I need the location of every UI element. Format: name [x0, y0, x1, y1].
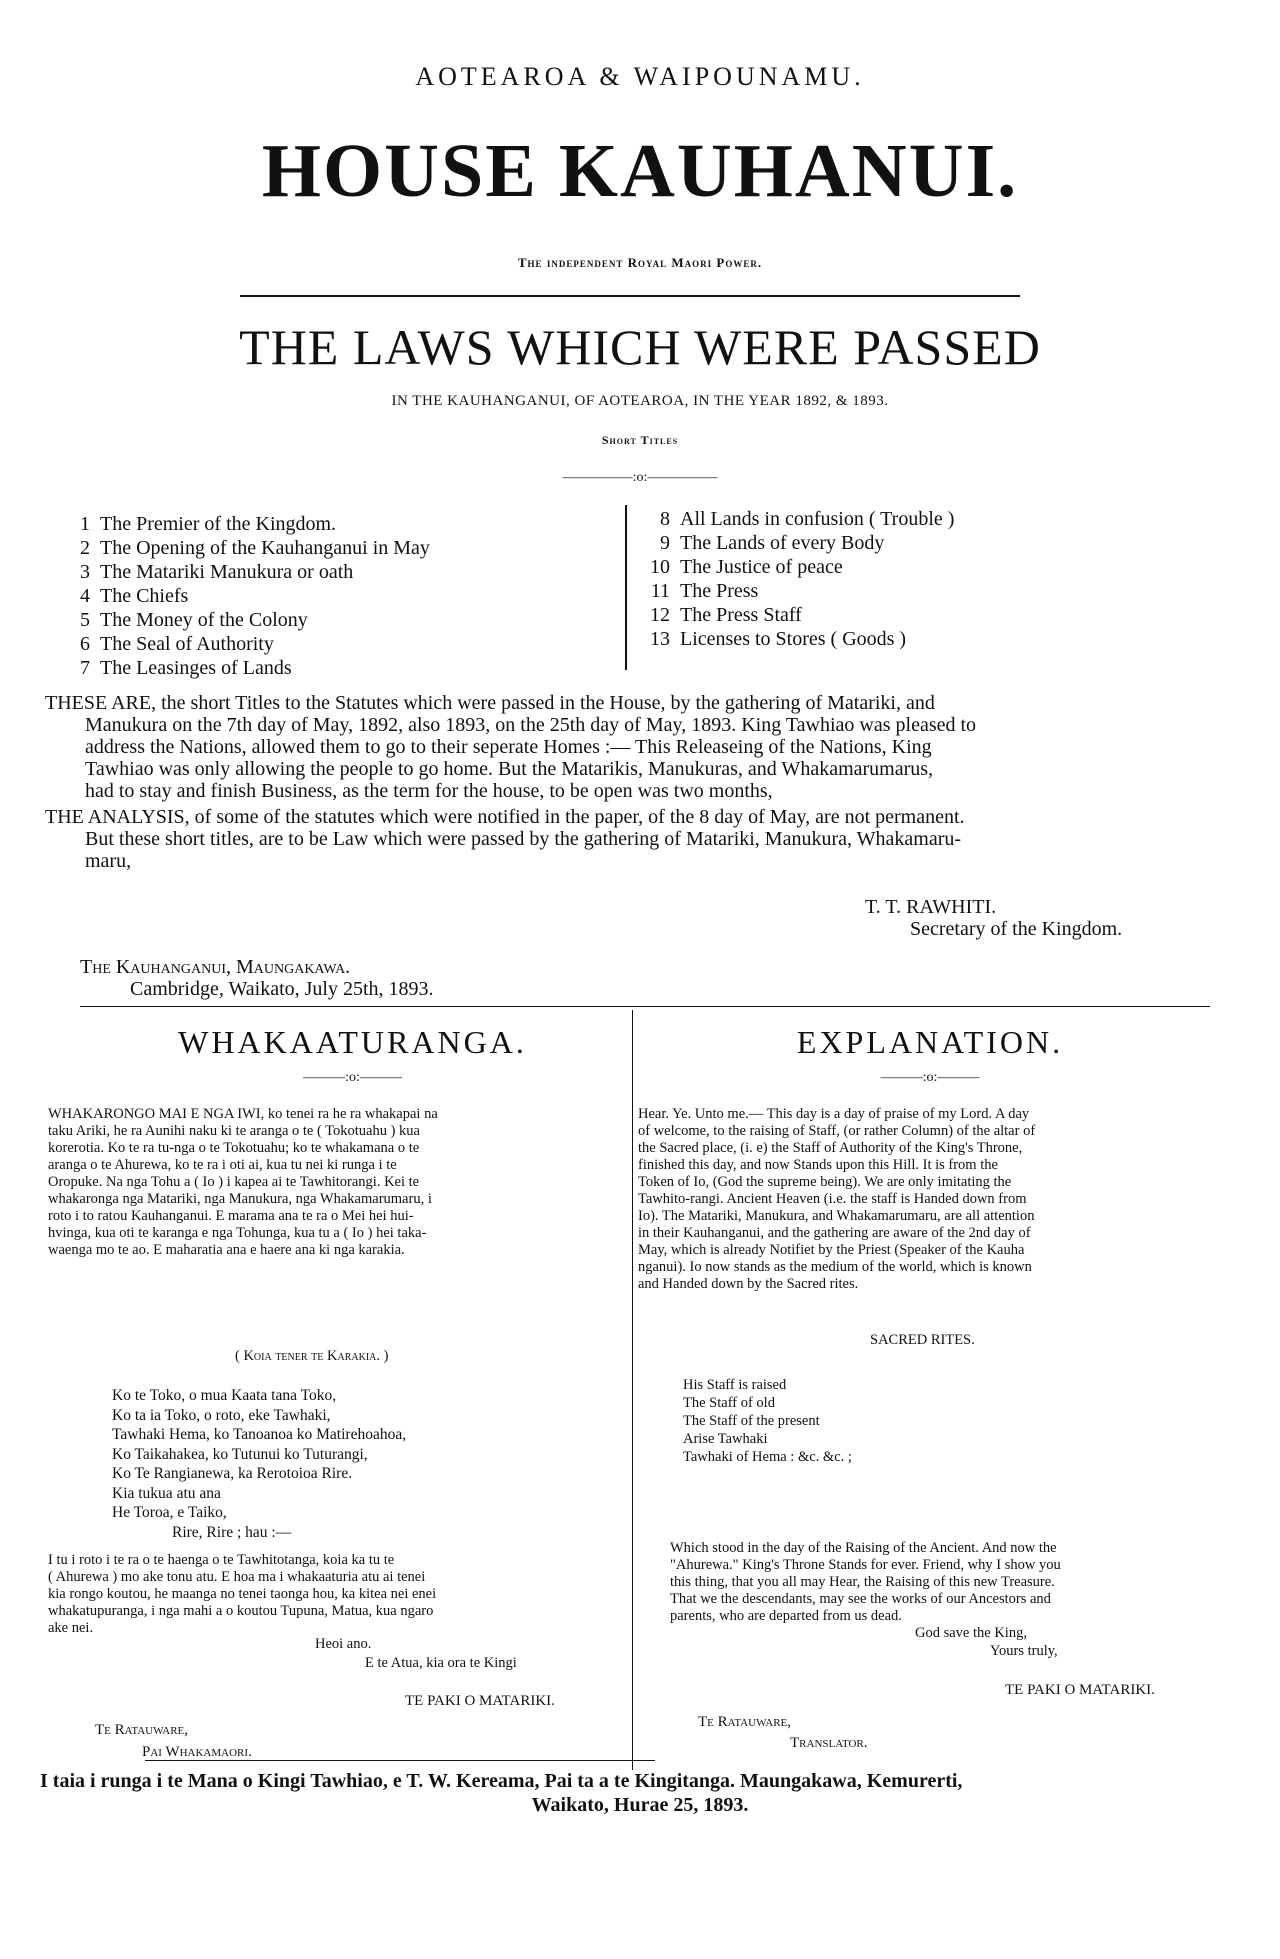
right-paragraph-1: Hear. Ye. Unto me.— This day is a day of praise of my Lord. A day of welcome, to the raising of Staff, (or rather Column) of the altar of the Sacred place, (i. e) the Staff of Authority of the King's Throne, finished this day, and now Stands upon this Hill. It is from the Token of Io, (God the supreme being). We are only imitating the Tawhito-rangi. Ancient Heaven (i.e. the staff is Handed down from Io). The Matariki, Manukura, and Whakamarumaru, are all attention in their Kauhanganui, and the gathering are aware of the 2nd day of May, which is already Notifiet by the Priest (Speaker of the Kauha nganui). Io now stands as the medium of the world, which is known and Handed down by the Sacred rites.: [638, 1106, 1036, 1292]
title-item: 7 The Leasinges of Lands: [80, 657, 292, 679]
left-column-title: WHAKAATURANGA.: [178, 1024, 527, 1060]
place-line-1: The Kauhanganui, Maungakawa.: [80, 956, 351, 978]
right-paragraph-2: Which stood in the day of the Raising of the Ancient. And now the "Ahurewa." King's Throne Stands for ever. Friend, why I show you this thing, that you all may Hear, the Raising of this new Treasure. That we the descendants, may see the works of our Ancestors and parents, who are departed from us dead.: [670, 1540, 1061, 1624]
right-sign-role: Translator.: [790, 1735, 868, 1751]
masthead-subtitle: The independent Royal Maori Power.: [517, 255, 763, 270]
section-rule: [80, 1006, 1210, 1007]
title-item: 5 The Money of the Colony: [80, 609, 308, 631]
left-column-separator: ———:o:———: [303, 1070, 402, 1085]
left-paragraph-1: WHAKARONGO MAI E NGA IWI, ko tenei ra he ra whakapai na taku Ariki, he ra Aunihi naku ki te aranga o te ( Tokotuahu ) kua korerotia. Ko te ra tu-nga o te Tokotuahu; ko te whakamana o te aranga o te Ahurewa, ko te ra i oti ai, kua tu nei ki runga i te Oropuke. Na nga Tohu a ( Io ) i kapea ai te Tawhitorangi. Kei te whakaronga nga Matariki, nga Manukura, nga Whakamarumaru, i roto i to ratou Kauhanganui. E marama ana te ra o Mei hei hui- hvinga, kua oti te karanga e nga Tohunga, kua tu a ( Io ) hei taka- waenga mo te ao. E maharatia ana e haere ana ki nga karakia.: [48, 1106, 438, 1258]
secretary-role: Secretary of the Kingdom.: [910, 918, 1123, 940]
title-item: 8 All Lands in confusion ( Trouble ): [660, 508, 955, 530]
title-item: 13 Licenses to Stores ( Goods ): [650, 628, 907, 650]
title-item: 12 The Press Staff: [650, 604, 802, 626]
title-item: 6 The Seal of Authority: [80, 633, 274, 655]
title-item: 9 The Lands of every Body: [660, 532, 885, 554]
laws-title: THE LAWS WHICH WERE PASSED: [239, 319, 1041, 375]
right-closing-1: God save the King,: [915, 1625, 1027, 1641]
left-chant-heading: ( Koia tener te Karakia. ): [235, 1348, 389, 1364]
short-titles-right: [635, 507, 954, 651]
secretary-name: T. T. RAWHITI.: [865, 896, 997, 918]
right-column-title: EXPLANATION.: [796, 1024, 1064, 1060]
left-sign-name: Te Ratauware,: [95, 1722, 189, 1738]
title-item: 4 The Chiefs: [80, 585, 189, 607]
title-item: 10 The Justice of peace: [650, 556, 843, 578]
title-item: 11 The Press: [650, 580, 759, 602]
right-rites-heading: SACRED RITES.: [870, 1332, 975, 1348]
left-closing-1: Heoi ano.: [315, 1636, 372, 1652]
footer-rule: [145, 1760, 655, 1761]
right-sign-name: Te Ratauware,: [698, 1714, 792, 1730]
right-closing-2: Yours truly,: [990, 1643, 1058, 1659]
titles-divider: [625, 505, 627, 670]
masthead-title: HOUSE KAUHANUI.: [261, 129, 1019, 213]
short-titles-left: [55, 512, 430, 680]
left-signature: TE PAKI O MATARIKI.: [405, 1693, 555, 1709]
place-line-2: Cambridge, Waikato, July 25th, 1893.: [130, 978, 434, 1000]
laws-subtitle: IN THE KAUHANGANUI, OF AOTEAROA, IN THE YEAR 1892, & 1893.: [391, 393, 889, 409]
masthead-rule: [240, 295, 1020, 297]
right-signature: TE PAKI O MATARIKI.: [1005, 1682, 1155, 1698]
footer-line-2: Waikato, Hurae 25, 1893.: [531, 1794, 749, 1816]
right-column-separator: ———:o:———: [880, 1070, 980, 1085]
intro-paragraph-2: THE ANALYSIS, of some of the statutes which were notified in the paper, of the 8 day of May, are not permanent. But these short titles, are to be Law which were passed by the gathering of Matariki, Manukura, Whakamaru- maru,: [45, 806, 965, 872]
masthead-region: AOTEAROA & WAIPOUNAMU.: [415, 62, 865, 91]
short-titles-label: Short Titles: [601, 433, 679, 447]
intro-paragraph-1: THESE ARE, the short Titles to the Statutes which were passed in the House, by the gathering of Matariki, and Manukura on the 7th day of May, 1892, also 1893, on the 25th day of May, 1893. King Tawhiao was pleased to address the Nations, allowed them to go to their seperate Homes :— This Releaseing of the Nations, King Tawhiao was only allowing the people to go home. But the Matarikis, Manukuras, and Whakamarumarus, had to stay and finish Business, as the term for the house, to be open was two months,: [45, 692, 977, 802]
left-paragraph-2: I tu i roto i te ra o te haenga o te Tawhitotanga, koia ka tu te ( Ahurewa ) mo ake tonu atu. E hoa ma i whakaaturia atu ai tenei kia rongo koutou, he maanga no tenei taonga hou, ka kitea nei enei whakatupuranga, i nga mahi a o koutou Tupuna, Matua, kua ngaro ake nei.: [48, 1552, 437, 1636]
footer-line-1: I taia i runga i te Mana o Kingi Tawhiao, e T. W. Kereama, Pai ta a te Kingitanga. Maungakawa, Kemurerti,: [40, 1770, 963, 1792]
title-item: 3 The Matariki Manukura or oath: [80, 561, 354, 583]
short-titles-separator: —————:o:—————: [562, 470, 718, 485]
left-closing-2: E te Atua, kia ora te Kingi: [365, 1655, 517, 1671]
title-item: 1 The Premier of the Kingdom.: [80, 513, 337, 535]
title-item: 2 The Opening of the Kauhanganui in May: [80, 537, 430, 559]
left-chant: Ko te Toko, o mua Kaata tana Toko, Ko ta ia Toko, o roto, eke Tawhaki, Tawhaki Hema, ko Tanoanoa ko Matirehoahoa, Ko Taikahakea, ko Tutunui ko Tuturangi, Ko Te Rangianewa, ka Rerotoioa Rire. Kia tukua atu ana He Toroa, e Taiko, Rire, Rire ; hau :—: [112, 1387, 407, 1541]
column-divider: [632, 1010, 633, 1770]
left-sign-role: Pai Whakamaori.: [142, 1744, 252, 1760]
right-rites: His Staff is raised The Staff of old The Staff of the present Arise Tawhaki Tawhaki of Hema : &c. &c. ;: [683, 1377, 852, 1465]
